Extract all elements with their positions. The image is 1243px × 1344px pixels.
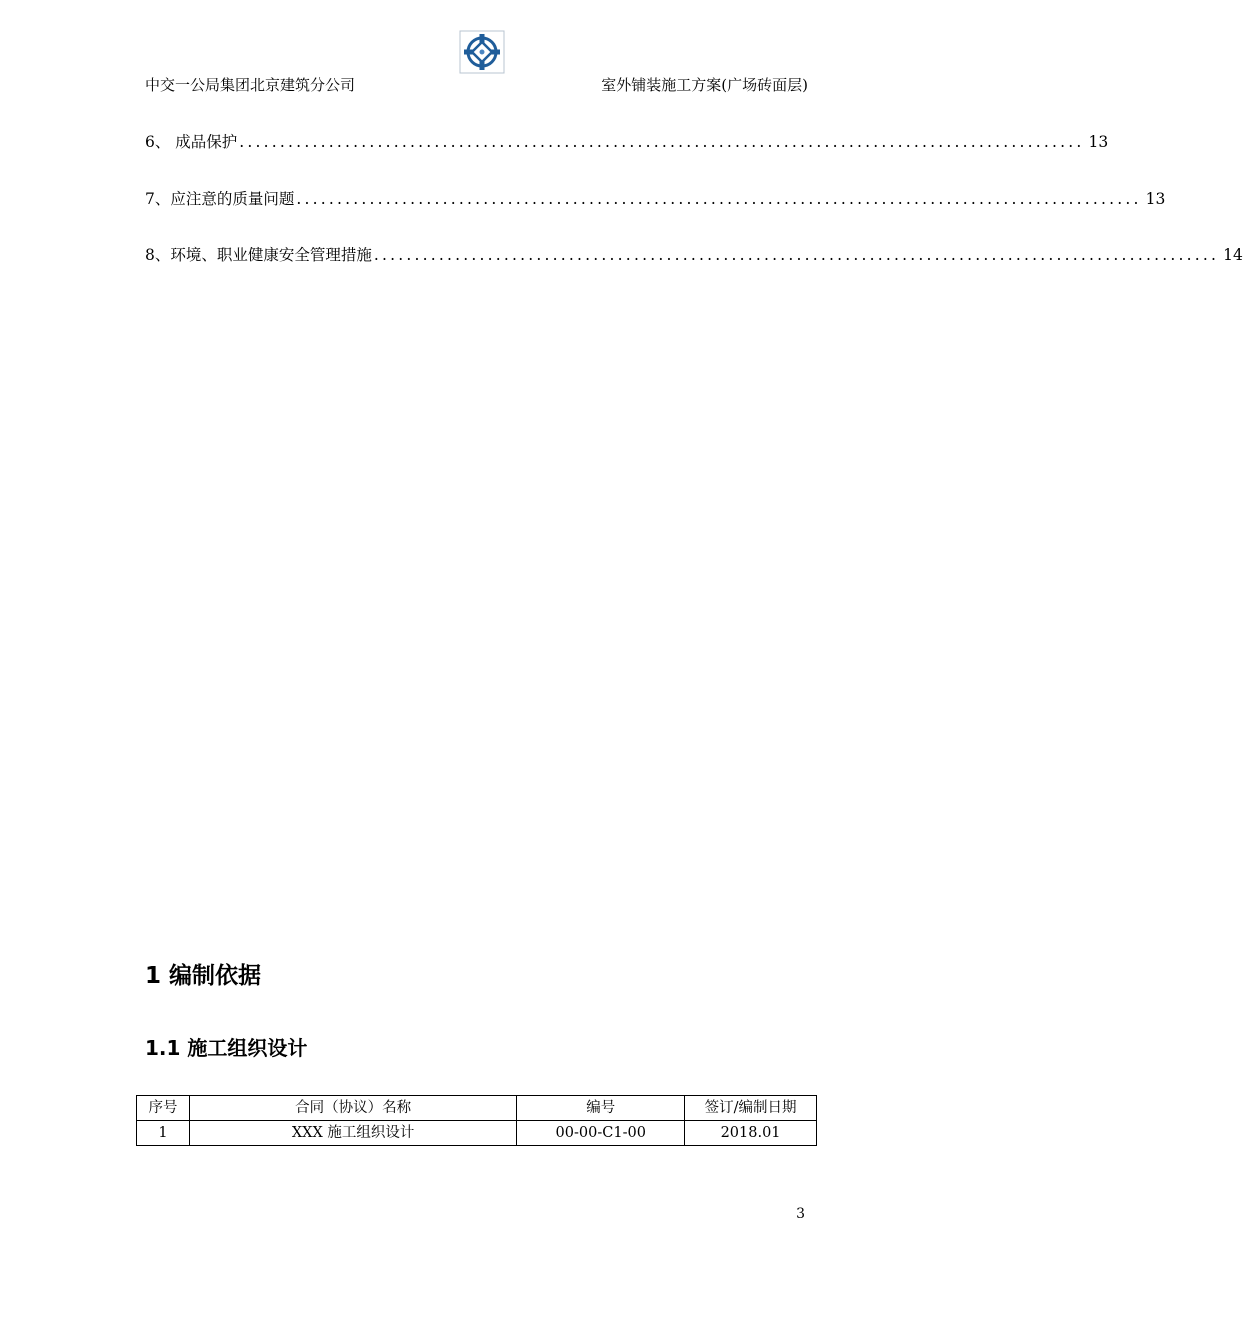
section-heading: 1 编制依据 [145, 963, 262, 989]
table-header-cell: 编号 [517, 1096, 685, 1121]
toc-entry-page: 13 [1088, 133, 1109, 151]
table-row [137, 1121, 817, 1146]
table-cell: 1 [137, 1121, 190, 1146]
header-document-title: 室外铺装施工方案(广场砖面层) [601, 76, 808, 94]
page-number: 3 [796, 1206, 805, 1222]
header-company-name: 中交一公局集团北京建筑分公司 [145, 76, 356, 94]
toc-entry[interactable] [145, 131, 1109, 188]
table-header-cell: 签订/编制日期 [685, 1096, 817, 1121]
table-header-row [137, 1096, 817, 1121]
toc-entry-page: 13 [1145, 189, 1166, 208]
table-header-cell: 合同（协议）名称 [189, 1096, 516, 1121]
toc-entry-label: 6、 成品保护 [145, 133, 238, 151]
table-cell: 2018.01 [685, 1121, 817, 1146]
toc-leader-dots: ........................................................................................................ [296, 189, 1142, 208]
subsection-heading: 1.1 施工组织设计 [145, 1036, 308, 1060]
table-of-contents [145, 131, 1243, 301]
toc-entry-label: 8、环境、职业健康安全管理措施 [145, 246, 372, 264]
toc-entry-page: 14 [1223, 246, 1243, 264]
table-header-cell: 序号 [137, 1096, 190, 1121]
toc-entry[interactable] [145, 244, 1243, 301]
toc-entry[interactable] [145, 188, 1166, 245]
table-cell: XXX 施工组织设计 [189, 1121, 516, 1146]
table-cell: 00-00-C1-00 [517, 1121, 685, 1146]
basis-table [136, 1095, 817, 1146]
company-logo-icon [459, 30, 505, 74]
toc-leader-dots: ........................................................................................................ [239, 133, 1085, 151]
toc-leader-dots: ........................................................................................................ [373, 246, 1220, 264]
toc-entry-label: 7、应注意的质量问题 [145, 189, 295, 208]
